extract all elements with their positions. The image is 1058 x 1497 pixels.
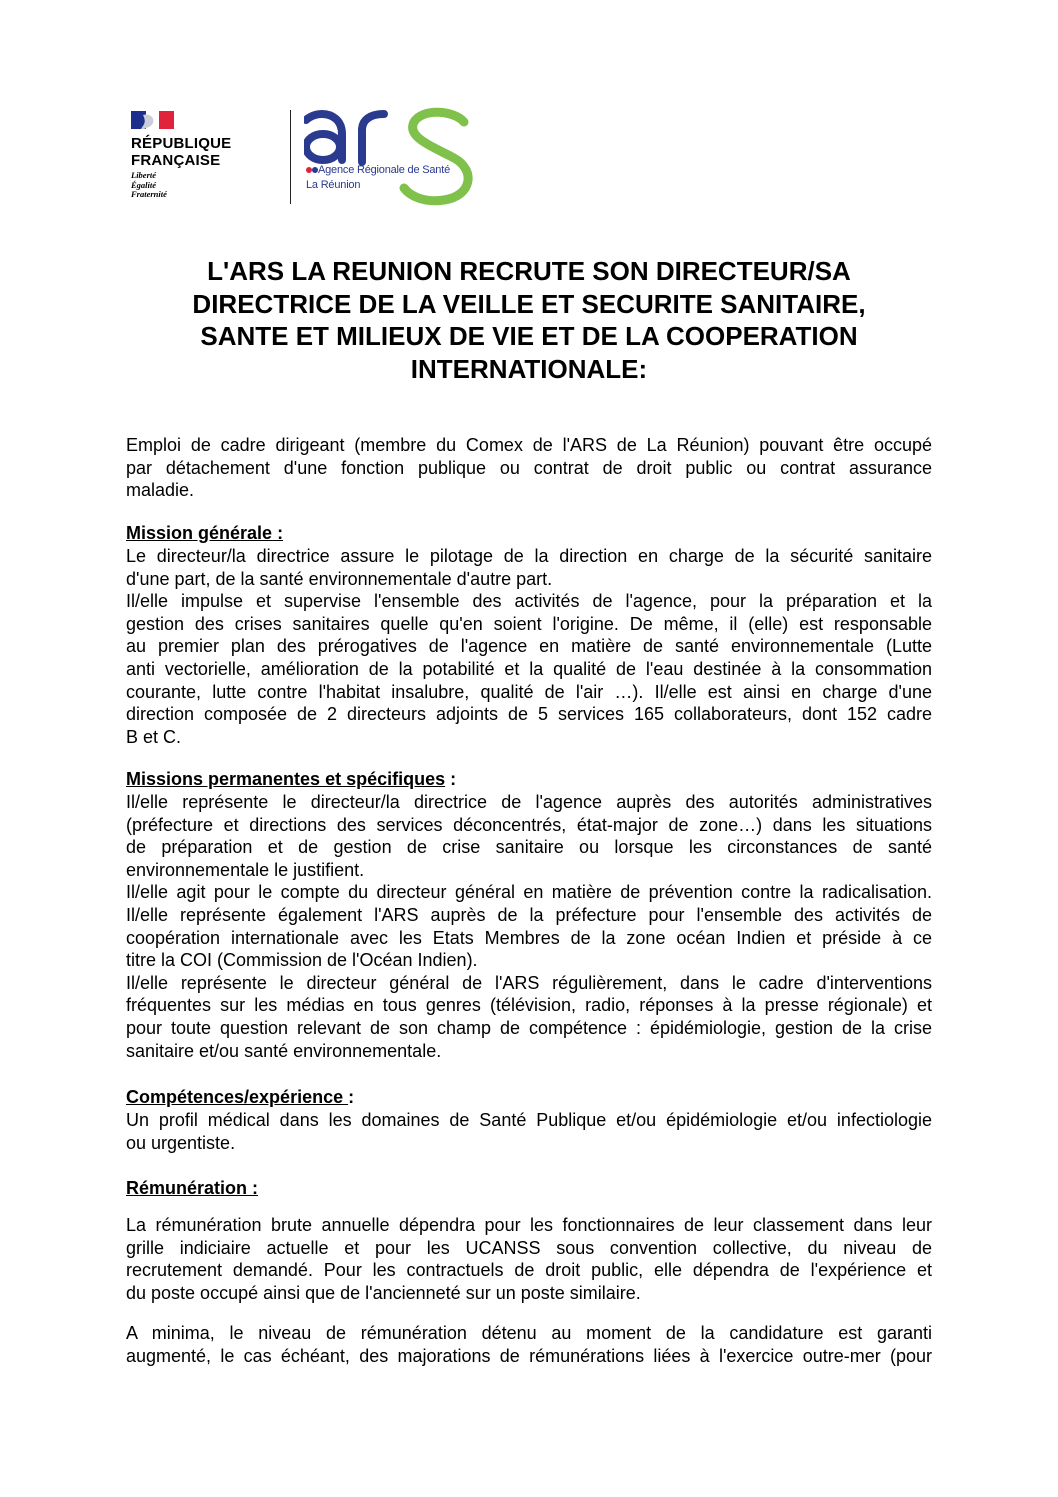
remuneration-line: du poste occupé ainsi que de l'ancienneté sur un poste similaire. (126, 1282, 641, 1303)
mission-generale-heading-suffix: : (272, 523, 284, 543)
missions-line: Il/elle représente le directeur général de l'ARS régulièrement, dans le cadre d'interventions (126, 972, 932, 993)
mission-generale-body (126, 545, 932, 748)
ars-subtitle (306, 163, 450, 193)
page-title (127, 255, 931, 385)
mission-line: d'une part, de la santé environnementale d'autre part. (126, 568, 553, 589)
marianne-flag-icon (131, 111, 174, 129)
motto-fraternite: Fraternité (131, 189, 167, 199)
intro-paragraph (126, 434, 932, 502)
republique-francaise-logo (131, 111, 251, 211)
missions-line: Il/elle représente le directeur/la directrice de l'agence auprès des autorités administratives (126, 792, 932, 812)
remuneration-paragraph-1 (126, 1214, 932, 1304)
ars-subtitle-line-1: Agence Régionale de Santé (318, 164, 450, 176)
mission-line: gestion des crises sanitaires quelle qu'en soient l'origine. De même, il (elle) est responsable (126, 613, 932, 634)
motto-egalite: Égalité (131, 179, 157, 190)
title-line-4: INTERNATIONALE: (410, 353, 648, 384)
ars-subtitle-line-2: La Réunion (306, 179, 361, 191)
remuneration-line: grille indiciaire actuelle et pour les UCANSS sous convention collective, du niveau de (126, 1237, 932, 1258)
mission-line: direction composée de 2 directeurs adjoints de 5 services 165 collaborateurs, dont 152 cadre (126, 704, 932, 725)
missions-line: de préparation et de gestion de crise sanitaire ou lorsque les circonstances de santé (126, 837, 932, 858)
rf-line-2: FRANÇAISE (131, 152, 221, 169)
intro-line-2: par détachement d'une fonction publique ou contrat de droit public ou contrat assurance (126, 457, 932, 478)
title-line-3: SANTE ET MILIEUX DE VIE ET DE LA COOPERATION (200, 321, 858, 351)
missions-permanentes-body (126, 791, 932, 1062)
ars-logo (304, 104, 484, 209)
logo-divider (290, 110, 291, 204)
remuneration-line: A minima, le niveau de rémunération détenu au moment de la candidature est garanti (126, 1323, 932, 1343)
mission-line: anti vectorielle, amélioration de la potabilité et la qualité de l'eau destinée à la consommation (126, 658, 932, 679)
ars-dots-icon (306, 166, 318, 174)
mission-line: B et C. (126, 726, 182, 747)
missions-line: sanitaire et/ou santé environnementale. (126, 1040, 442, 1061)
remuneration-line: recrutement demandé. Pour les contractuels de droit public, elle dépendra de l'expérience et (126, 1260, 932, 1281)
remuneration-line: La rémunération brute annuelle dépendra pour les fonctionnaires de leur classement dans leur (126, 1215, 932, 1235)
competences-heading-text: Compétences/expérience (126, 1087, 349, 1107)
missions-line: fréquentes sur les médias en tous genres (télévision, radio, réponses à la presse régionale) et (126, 995, 932, 1016)
motto-liberte: Liberté (131, 170, 157, 180)
rf-line-1: RÉPUBLIQUE (131, 135, 232, 152)
intro-line-1: Emploi de cadre dirigeant (membre du Comex de l'ARS de La Réunion) pouvant être occupé (126, 435, 932, 455)
intro-line-3: maladie. (126, 480, 195, 501)
missions-line: (préfecture et directions des services déconcentrés, état-major de zone…) dans les situations (126, 814, 932, 835)
mission-line: Le directeur/la directrice assure le pilotage de la direction en charge de la sécurité sanitaire (126, 546, 932, 566)
missions-line: titre la COI (Commission de l'Océan Indien). (126, 950, 478, 971)
title-line-1: L'ARS LA REUNION RECRUTE SON DIRECTEUR/SA (207, 256, 851, 286)
mission-generale-heading-text: Mission générale (126, 523, 273, 543)
competences-body (126, 1109, 932, 1154)
remuneration-heading-text: Rémunération : (126, 1178, 259, 1198)
competences-line: Un profil médical dans les domaines de Santé Publique et/ou épidémiologie et/ou infectiologie (126, 1110, 932, 1130)
title-line-2: DIRECTRICE DE LA VEILLE ET SECURITE SANITAIRE, (192, 288, 866, 319)
remuneration-line: augmenté, le cas échéant, des majorations de rémunérations liées à l'exercice outre-mer (pour (126, 1345, 932, 1366)
missions-permanentes-heading-suffix: : (445, 769, 457, 789)
missions-line: pour toute question relevant de son champ de compétence : épidémiologie, gestion de la crise (126, 1017, 932, 1038)
mission-line: au premier plan des prérogatives de l'agence en matière de santé environnementale (Lutte (126, 636, 932, 657)
missions-permanentes-heading-text: Missions permanentes et spécifiques (126, 769, 446, 789)
mission-generale-heading (126, 522, 283, 545)
missions-line: Il/elle représente également l'ARS auprès de la préfecture pour l'ensemble des activités de (126, 904, 932, 925)
mission-line: Il/elle impulse et supervise l'ensemble des activités de l'agence, pour la préparation et la (126, 591, 932, 612)
competences-line: ou urgentiste. (126, 1132, 236, 1153)
remuneration-heading (126, 1177, 258, 1200)
missions-permanentes-heading (126, 768, 456, 791)
republique-motto (131, 171, 167, 200)
mission-line: courante, lutte contre l'habitat insalubre, qualité de l'air …). Il/elle est ainsi en charge d'une (126, 681, 932, 702)
republique-francaise-text (131, 135, 231, 169)
missions-line: environnementale le justifient. (126, 859, 365, 880)
remuneration-paragraph-2 (126, 1322, 932, 1367)
missions-line: coopération internationale avec les Etats Membres de la zone océan Indien et préside à ce (126, 927, 932, 948)
missions-line: Il/elle agit pour le compte du directeur général en matière de prévention contre la radicalisation. (126, 882, 932, 903)
competences-heading (126, 1086, 354, 1109)
competences-heading-suffix: : (348, 1087, 355, 1107)
